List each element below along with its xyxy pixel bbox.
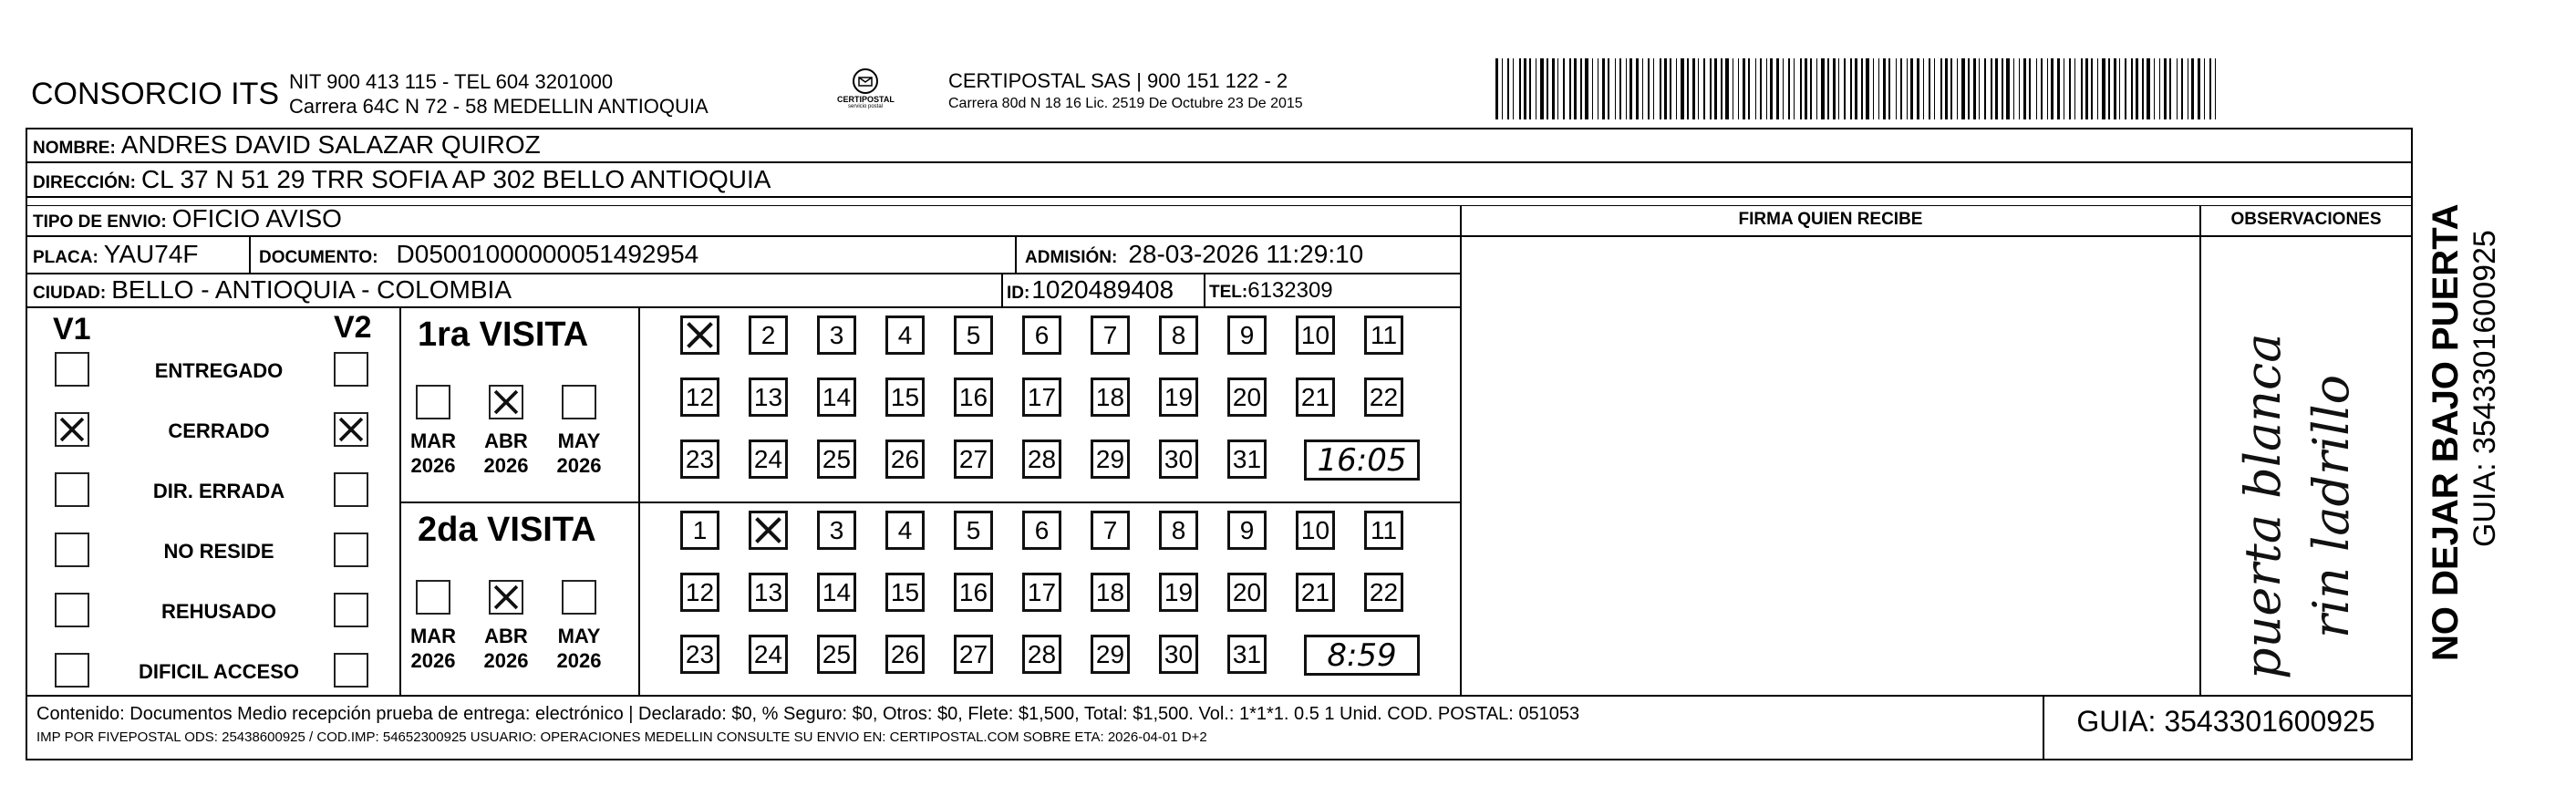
day-box[interactable]: 31 — [1227, 635, 1267, 674]
barcode-bar — [1580, 58, 1582, 119]
documento-label: DOCUMENTO: — [259, 248, 378, 267]
barcode-bar — [1529, 58, 1531, 119]
barcode-bar — [2154, 58, 2155, 119]
v1-checkbox[interactable] — [55, 593, 89, 627]
status-label: DIFICIL ACCESO — [138, 660, 299, 683]
barcode-bar — [1507, 58, 1509, 119]
barcode-bar — [2013, 58, 2014, 119]
day-box[interactable]: 6 — [1022, 511, 1061, 550]
day-box[interactable]: 5 — [954, 315, 993, 355]
month-year: 2026 — [410, 649, 456, 672]
barcode-bar — [1698, 58, 1699, 119]
day-box[interactable]: 10 — [1296, 511, 1335, 550]
barcode — [1495, 58, 2223, 119]
day-box[interactable]: 30 — [1159, 635, 1198, 674]
barcode-bar — [2114, 58, 2116, 119]
barcode-bar — [1800, 58, 1802, 119]
barcode-bar — [1676, 58, 1677, 119]
barcode-bar — [1495, 58, 1498, 119]
barcode-bar — [2029, 58, 2031, 119]
direccion-label: DIRECCIÓN: — [33, 173, 136, 192]
tipo-label: TIPO DE ENVIO: — [33, 212, 167, 232]
barcode-bar — [1794, 58, 1795, 119]
barcode-bar — [1934, 58, 1935, 119]
day-box[interactable]: 9 — [1227, 511, 1267, 550]
barcode-bar — [1619, 58, 1621, 119]
barcode-bar — [1552, 58, 1555, 119]
v1-checkbox[interactable] — [55, 352, 89, 387]
barcode-bar — [1957, 58, 1958, 119]
x-mark-icon — [683, 318, 717, 352]
day-box[interactable]: 12 — [680, 573, 719, 612]
day-box[interactable]: 17 — [1022, 377, 1061, 417]
day-box[interactable]: 22 — [1364, 377, 1403, 417]
barcode-bar — [2074, 58, 2075, 119]
day-box[interactable]: 9 — [1227, 315, 1267, 355]
month-name: MAY — [557, 429, 601, 452]
barcode-bar — [2147, 58, 2150, 119]
barcode-bar — [1883, 58, 1886, 119]
barcode-bar — [1710, 58, 1712, 119]
barcode-bar — [1648, 58, 1650, 119]
certipostal-logo — [837, 67, 894, 109]
month-year: 2026 — [483, 454, 529, 477]
placa-label: PLACA: — [33, 248, 98, 267]
logo-text: CERTIPOSTAL — [837, 95, 895, 104]
barcode-bar — [1968, 58, 1970, 119]
v1-checkbox[interactable] — [55, 533, 89, 567]
month-checkbox[interactable] — [562, 580, 596, 615]
day-box[interactable]: 13 — [749, 377, 788, 417]
barcode-bar — [1608, 58, 1609, 119]
barcode-bar — [2198, 58, 2200, 119]
barcode-bar — [1873, 58, 1874, 119]
barcode-bar — [2006, 58, 2010, 119]
barcode-bar — [1973, 58, 1976, 119]
barcode-bar — [2057, 58, 2060, 119]
month-label — [474, 429, 538, 478]
barcode-bar — [1660, 58, 1661, 119]
barcode-bar — [1670, 58, 1671, 119]
v2-checkbox[interactable] — [334, 352, 368, 387]
visit-title: 1ra VISITA — [418, 315, 589, 354]
barcode-bar — [1907, 58, 1908, 119]
day-box[interactable]: 19 — [1159, 573, 1198, 612]
barcode-bar — [1910, 58, 1913, 119]
status-label: NO RESIDE — [163, 540, 274, 563]
barcode-bar — [2177, 58, 2178, 119]
day-box[interactable]: 12 — [680, 377, 719, 417]
company-name: CONSORCIO ITS — [31, 77, 280, 111]
day-box[interactable]: 5 — [954, 511, 993, 550]
documento-value: D05001000000051492954 — [396, 240, 699, 268]
barcode-bar — [1592, 58, 1593, 119]
barcode-bar — [1692, 58, 1695, 119]
day-box[interactable]: 15 — [885, 377, 925, 417]
month-name: MAR — [409, 429, 457, 452]
day-box[interactable]: 11 — [1364, 511, 1403, 550]
x-mark-icon — [751, 513, 785, 547]
month-year: 2026 — [556, 649, 602, 672]
barcode-bar — [1519, 58, 1521, 119]
day-box[interactable]: 16 — [954, 573, 993, 612]
side-warning: NO DEJAR BAJO PUERTA — [2426, 203, 2466, 661]
day-box[interactable]: 3 — [817, 511, 856, 550]
barcode-bar — [1602, 58, 1605, 119]
id-value: 1020489408 — [1031, 275, 1174, 304]
day-box[interactable]: 26 — [885, 440, 925, 479]
day-box[interactable]: 14 — [817, 573, 856, 612]
day-box[interactable]: 20 — [1227, 573, 1267, 612]
barcode-bar — [2159, 58, 2160, 119]
barcode-bar — [1855, 58, 1857, 119]
tel-label: TEL: — [1209, 283, 1248, 302]
day-box[interactable]: 23 — [680, 635, 719, 674]
visit-time-box[interactable]: 8:59 — [1304, 635, 1420, 676]
barcode-bar — [1810, 58, 1812, 119]
barcode-bar — [2102, 58, 2105, 119]
barcode-bar — [2081, 58, 2083, 119]
frame-top — [26, 128, 2413, 129]
day-box[interactable]: 29 — [1091, 635, 1130, 674]
barcode-bar — [2142, 58, 2144, 119]
v1-label: V1 — [53, 312, 91, 346]
day-box[interactable]: 24 — [749, 635, 788, 674]
field-nombre — [33, 130, 541, 160]
day-box[interactable]: 29 — [1091, 440, 1130, 479]
barcode-bar — [2181, 58, 2183, 119]
barcode-bar — [2131, 58, 2133, 119]
month-checkbox[interactable] — [562, 385, 596, 419]
month-year: 2026 — [556, 454, 602, 477]
day-box[interactable]: 4 — [885, 315, 925, 355]
day-box[interactable]: 8 — [1159, 511, 1198, 550]
day-box[interactable]: 17 — [1022, 573, 1061, 612]
x-mark-icon — [491, 582, 522, 613]
barcode-bar — [1681, 58, 1684, 119]
month-label — [547, 429, 611, 478]
day-box[interactable]: 22 — [1364, 573, 1403, 612]
day-box[interactable]: 1 — [680, 511, 719, 550]
field-tipo-envio — [33, 204, 342, 233]
field-documento — [259, 240, 698, 269]
status-label: CERRADO — [168, 419, 270, 442]
month-checkbox[interactable] — [489, 580, 523, 615]
barcode-bar — [1923, 58, 1924, 119]
barcode-bar — [1940, 58, 1942, 119]
ciudad-value: BELLO - ANTIOQUIA - COLOMBIA — [111, 275, 512, 304]
barcode-bar — [1770, 58, 1773, 119]
day-box[interactable]: 27 — [954, 440, 993, 479]
day-box[interactable]: 28 — [1022, 440, 1061, 479]
barcode-bar — [1776, 58, 1779, 119]
barcode-bar — [1574, 58, 1577, 119]
side-guia: GUIA: 3543301600925 — [2467, 230, 2502, 547]
barcode-bar — [1540, 58, 1544, 119]
v2-checkbox[interactable] — [334, 412, 368, 447]
day-box[interactable]: 7 — [1091, 315, 1130, 355]
barcode-bar — [1961, 58, 1965, 119]
guia-footer: GUIA: 3543301600925 — [2076, 705, 2375, 738]
barcode-bar — [1979, 58, 1980, 119]
day-box[interactable]: 11 — [1364, 315, 1403, 355]
day-box[interactable]: 21 — [1296, 573, 1335, 612]
barcode-bar — [1748, 58, 1750, 119]
day-box[interactable]: 30 — [1159, 440, 1198, 479]
footer-print-line: IMP POR FIVEPOSTAL ODS: 25438600925 / COD.IMP: 54652300925 USUARIO: OPERACIONES MEDELLIN CONSULTE SU ENVIO EN: CERTIPOSTAL.COM SOBRE ETA: 2026-04-01 D+2 — [36, 729, 1207, 745]
company-nit: NIT 900 413 115 - TEL 604 3201000 — [289, 70, 614, 93]
barcode-bar — [1636, 58, 1639, 119]
barcode-bar — [1788, 58, 1790, 119]
v2-checkbox[interactable] — [334, 472, 368, 507]
day-box[interactable]: 3 — [817, 315, 856, 355]
day-box[interactable]: 14 — [817, 377, 856, 417]
barcode-bar — [1563, 58, 1565, 119]
barcode-bar — [2119, 58, 2120, 119]
barcode-bar — [1878, 58, 1879, 119]
month-checkbox[interactable] — [489, 385, 523, 419]
day-box[interactable]: 13 — [749, 573, 788, 612]
frame-bottom — [26, 759, 2413, 760]
barcode-bar — [2023, 58, 2026, 119]
day-box[interactable]: 25 — [817, 635, 856, 674]
barcode-bar — [1721, 58, 1723, 119]
barcode-bar — [2041, 58, 2043, 119]
day-box[interactable]: 8 — [1159, 315, 1198, 355]
tel-value: 6132309 — [1247, 278, 1333, 303]
barcode-bar — [2036, 58, 2037, 119]
month-year: 2026 — [410, 454, 456, 477]
carrier-nit: CERTIPOSTAL SAS | 900 151 122 - 2 — [948, 69, 1288, 92]
month-label — [474, 624, 538, 673]
admision-value: 28-03-2026 11:29:10 — [1128, 240, 1364, 268]
month-label — [401, 429, 465, 478]
barcode-bar — [1615, 58, 1616, 119]
barcode-bar — [1738, 58, 1739, 119]
barcode-bar — [1900, 58, 1902, 119]
barcode-bar — [1984, 58, 1986, 119]
barcode-bar — [2209, 58, 2211, 119]
observaciones-header: OBSERVACIONES — [2230, 210, 2382, 229]
barcode-bar — [1524, 58, 1526, 119]
barcode-bar — [1833, 58, 1836, 119]
barcode-bar — [2164, 58, 2167, 119]
footer-content-line: Contenido: Documentos Medio recepción prueba de entrega: electrónico | Declarado: $0, % Seguro: $0, Otros: $0, Flete: $1,500, Total: $1,500. Vol.: 1*1*1. 0.5 1 Unid. COD. POSTAL: 051053 — [36, 704, 1580, 724]
day-box[interactable] — [749, 511, 788, 550]
firma-header: FIRMA QUIEN RECIBE — [1738, 210, 1923, 229]
barcode-bar — [1626, 58, 1627, 119]
nombre-value: ANDRES DAVID SALAZAR QUIROZ — [120, 130, 541, 159]
barcode-bar — [1755, 58, 1756, 119]
day-box[interactable]: 6 — [1022, 315, 1061, 355]
day-box[interactable] — [680, 315, 719, 355]
barcode-bar — [2191, 58, 2194, 119]
barcode-bar — [1896, 58, 1897, 119]
visit-time-box[interactable]: 16:05 — [1304, 440, 1420, 481]
barcode-bar — [1995, 58, 1998, 119]
day-box[interactable]: 25 — [817, 440, 856, 479]
day-box[interactable]: 26 — [885, 635, 925, 674]
handwritten-obs-1: puerta blanca — [2234, 333, 2292, 679]
admision-label: ADMISIÓN: — [1025, 248, 1118, 267]
v1-checkbox[interactable] — [55, 412, 89, 447]
barcode-bar — [1502, 58, 1503, 119]
barcode-bar — [1585, 58, 1588, 119]
barcode-bar — [2108, 58, 2110, 119]
day-box[interactable]: 4 — [885, 511, 925, 550]
field-admision — [1025, 240, 1363, 269]
barcode-bar — [1888, 58, 1890, 119]
v1-checkbox[interactable] — [55, 653, 89, 688]
status-label: DIR. ERRADA — [152, 480, 285, 502]
barcode-bar — [1513, 58, 1514, 119]
barcode-bar — [1827, 58, 1829, 119]
day-box[interactable]: 27 — [954, 635, 993, 674]
barcode-bar — [1687, 58, 1689, 119]
barcode-bar — [1917, 58, 1919, 119]
barcode-bar — [2019, 58, 2020, 119]
barcode-bar — [1760, 58, 1762, 119]
barcode-bar — [1991, 58, 1992, 119]
day-box[interactable]: 28 — [1022, 635, 1061, 674]
month-name: MAR — [409, 625, 457, 647]
day-box[interactable]: 2 — [749, 315, 788, 355]
day-box[interactable]: 18 — [1091, 377, 1130, 417]
field-id — [1007, 275, 1174, 305]
barcode-bar — [1703, 58, 1705, 119]
v2-checkbox[interactable] — [334, 593, 368, 627]
day-box[interactable]: 19 — [1159, 377, 1198, 417]
v2-checkbox[interactable] — [334, 653, 368, 688]
day-box[interactable]: 16 — [954, 377, 993, 417]
v2-checkbox[interactable] — [334, 533, 368, 567]
barcode-bar — [2136, 58, 2138, 119]
status-label: ENTREGADO — [154, 359, 284, 382]
barcode-bar — [1766, 58, 1767, 119]
visit-title: 2da VISITA — [418, 511, 596, 549]
day-box[interactable]: 18 — [1091, 573, 1130, 612]
barcode-bar — [1714, 58, 1717, 119]
barcode-bar — [1861, 58, 1863, 119]
ciudad-label: CIUDAD: — [33, 284, 107, 303]
placa-value: YAU74F — [103, 240, 199, 268]
barcode-bar — [1547, 58, 1548, 119]
barcode-bar — [1725, 58, 1729, 119]
carrier-license: Carrera 80d N 18 16 Lic. 2519 De Octubre 23 De 2015 — [948, 96, 1303, 111]
tipo-value: OFICIO AVISO — [171, 204, 342, 233]
month-name: ABR — [484, 625, 528, 647]
field-ciudad — [33, 275, 512, 305]
barcode-bar — [2002, 58, 2003, 119]
field-tel — [1209, 278, 1333, 304]
barcode-bar — [1653, 58, 1654, 119]
barcode-bar — [1743, 58, 1745, 119]
month-checkbox[interactable] — [416, 580, 450, 615]
day-box[interactable]: 24 — [749, 440, 788, 479]
barcode-bar — [2097, 58, 2098, 119]
day-box[interactable]: 21 — [1296, 377, 1335, 417]
x-mark-icon — [336, 414, 367, 445]
barcode-bar — [1664, 58, 1667, 119]
company-address: Carrera 64C N 72 - 58 MEDELLIN ANTIOQUIA — [289, 95, 709, 118]
day-box[interactable]: 23 — [680, 440, 719, 479]
handwritten-obs-2: rin ladrillo — [2302, 374, 2360, 638]
month-name: MAY — [557, 625, 601, 647]
barcode-bar — [1642, 58, 1643, 119]
barcode-bar — [1569, 58, 1571, 119]
day-box[interactable]: 10 — [1296, 315, 1335, 355]
barcode-bar — [1783, 58, 1784, 119]
month-label — [547, 624, 611, 673]
field-placa — [33, 240, 199, 269]
month-checkbox[interactable] — [416, 385, 450, 419]
x-mark-icon — [491, 387, 522, 418]
barcode-bar — [1816, 58, 1817, 119]
day-box[interactable]: 31 — [1227, 440, 1267, 479]
envelope-logo-icon — [852, 67, 879, 95]
direccion-value: CL 37 N 51 29 TRR SOFIA AP 302 BELLO ANTIOQUIA — [140, 165, 771, 193]
barcode-bar — [1821, 58, 1825, 119]
barcode-bar — [2125, 58, 2126, 119]
barcode-bar — [1838, 58, 1839, 119]
x-mark-icon — [57, 414, 88, 445]
month-name: ABR — [484, 429, 528, 452]
id-label: ID: — [1007, 284, 1030, 303]
barcode-bar — [1950, 58, 1952, 119]
month-label — [401, 624, 465, 673]
day-box[interactable]: 15 — [885, 573, 925, 612]
barcode-bar — [2085, 58, 2088, 119]
barcode-bar — [2051, 58, 2054, 119]
day-box[interactable]: 20 — [1227, 377, 1267, 417]
v1-checkbox[interactable] — [55, 472, 89, 507]
barcode-bar — [1929, 58, 1930, 119]
status-label: REHUSADO — [161, 600, 276, 623]
barcode-bar — [1629, 58, 1632, 119]
barcode-bar — [1557, 58, 1558, 119]
month-year: 2026 — [483, 649, 529, 672]
frame-right — [2411, 128, 2413, 759]
company-info — [289, 69, 709, 119]
frame-left — [26, 128, 27, 759]
barcode-bar — [2204, 58, 2205, 119]
nombre-label: NOMBRE: — [33, 139, 116, 158]
barcode-bar — [2169, 58, 2171, 119]
barcode-bar — [1805, 58, 1807, 119]
barcode-bar — [1844, 58, 1846, 119]
field-direccion — [33, 165, 771, 194]
barcode-bar — [2215, 58, 2216, 119]
barcode-bar — [2069, 58, 2071, 119]
logo-subtext: servicio postal — [847, 104, 883, 109]
barcode-bar — [1945, 58, 1948, 119]
day-box[interactable]: 7 — [1091, 511, 1130, 550]
barcode-bar — [1850, 58, 1852, 119]
barcode-bar — [2047, 58, 2048, 119]
v2-label: V2 — [334, 310, 372, 345]
barcode-bar — [2091, 58, 2093, 119]
barcode-bar — [1866, 58, 1869, 119]
